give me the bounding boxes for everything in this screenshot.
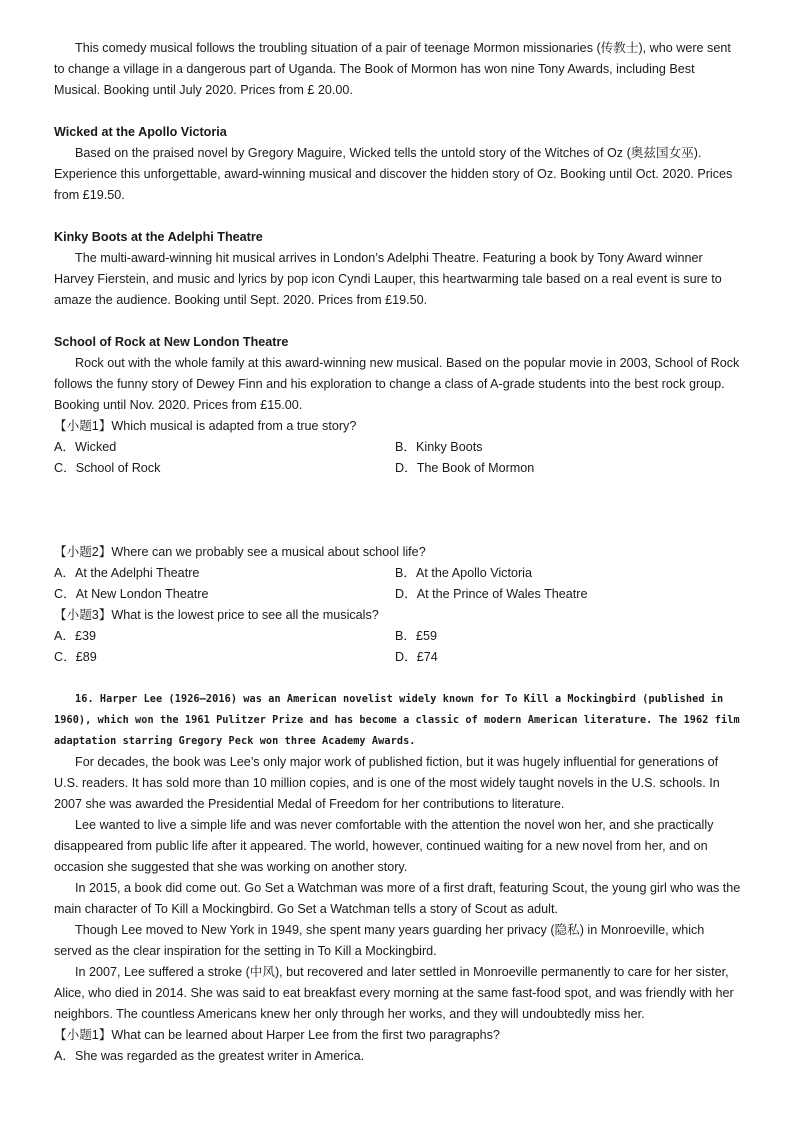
harper-lee-paragraph-2: Lee wanted to live a simple life and was never comfortable with the attention the novel won her, and she practically disappeared from public life after it appeared. The world, however, continued waiting for a new novel from her, and on occasion she suggested that she was working on another story. — [54, 818, 714, 874]
question-1-option-d: D．The Book of Mormon — [395, 461, 535, 475]
question-3-stem: 【小题3】What is the lowest price to see all the musicals? — [54, 608, 379, 622]
harper-lee-paragraph-1: For decades, the book was Lee’s only major work of published fiction, but it was hugely influential for generations of U.S. readers. It has sold more than 10 million copies, and is one of the most widely taught novels in the U.S. schools. In 2007 she was awarded the Presidential Medal of Freedom for her contributions to literature. — [54, 755, 720, 811]
document-page — [54, 38, 744, 1067]
question-1-option-c: C．School of Rock — [54, 461, 161, 475]
question-3-option-b: B．£59 — [395, 629, 438, 643]
question-1-options-row-2 — [54, 458, 744, 479]
question-3-option-d: D．£74 — [395, 650, 438, 664]
show-text-kinky-boots: The multi-award-winning hit musical arrives in London’s Adelphi Theatre. Featuring a book by Tony Award winner Harvey Fierstein, and music and lyrics by pop icon Cyndi Lauper, this heartwarming tale based on a real event is sure to amaze the audience. Booking until Sept. 2020. Prices from £19.50. — [54, 251, 722, 307]
spacer — [54, 479, 744, 542]
question-3-options-row-2 — [54, 647, 744, 668]
show-text-school-of-rock: Rock out with the whole family at this award-winning new musical. Based on the popular movie in 2003, School of Rock follows the funny story of Dewey Finn and his exploration to change a class of A-grade students into the best rock group. Booking until Nov. 2020. Prices from £15.00. — [54, 356, 740, 412]
mormon-paragraph: This comedy musical follows the troubling situation of a pair of teenage Mormon missionaries (传教士), who were sent to change a village in a dangerous part of Uganda. The Book of Mormon has won nine Tony Awards, including Best Musical. Booking until July 2020. Prices from £ 20.00. — [54, 41, 731, 97]
question-2-option-b: B．At the Apollo Victoria — [395, 566, 532, 580]
question-1-options-row-1 — [54, 437, 744, 458]
show-title-kinky-boots: Kinky Boots at the Adelphi Theatre — [54, 230, 263, 244]
question-1-stem: 【小题1】Which musical is adapted from a true story? — [54, 419, 357, 433]
harper-lee-paragraph-3: In 2015, a book did come out. Go Set a Watchman was more of a first draft, featuring Scout, the young girl who was the main character of To Kill a Mockingbird. Go Set a Watchman tells a story of Scout as adult. — [54, 881, 741, 916]
question-2-option-d: D．At the Prince of Wales Theatre — [395, 587, 588, 601]
question-2-option-c: C．At New London Theatre — [54, 587, 209, 601]
question-1-option-b: B．Kinky Boots — [395, 440, 483, 454]
question-3-option-c: C．£89 — [54, 650, 97, 664]
show-text-wicked: Based on the praised novel by Gregory Maguire, Wicked tells the untold story of the Witches of Oz (奥兹国女巫). Experience this unforgettable, award-winning musical and discover the hidden story of Oz. Booking until Oct. 2020. Prices from £19.50. — [54, 146, 733, 202]
question-2-option-a: A．At the Adelphi Theatre — [54, 566, 200, 580]
harper-lee-question-option-a: A．She was regarded as the greatest writer in America. — [54, 1049, 365, 1063]
spacer — [54, 668, 744, 689]
question-1-option-a: A．Wicked — [54, 440, 117, 454]
question-2-options-row-1 — [54, 563, 744, 584]
question-2-stem: 【小题2】Where can we probably see a musical about school life? — [54, 545, 426, 559]
show-title-school-of-rock: School of Rock at New London Theatre — [54, 335, 289, 349]
harper-lee-question-stem: 【小题1】What can be learned about Harper Lee from the first two paragraphs? — [54, 1028, 500, 1042]
harper-lee-paragraph-4: Though Lee moved to New York in 1949, she spent many years guarding her privacy (隐私) in Monroeville, which served as the clear inspiration for the setting in To Kill a Mockingbird. — [54, 923, 705, 958]
question-3-option-a: A．£39 — [54, 629, 97, 643]
harper-lee-intro: 16. Harper Lee (1926—2016) was an American novelist widely known for To Kill a Mockingbird (published in 1960), which won the 1961 Pulitzer Prize and has become a classic of modern American literature. The 1962 film adaptation starring Gregory Peck won three Academy Awards. — [54, 694, 740, 747]
show-title-wicked: Wicked at the Apollo Victoria — [54, 125, 227, 139]
question-3-options-row-1 — [54, 626, 744, 647]
question-2-options-row-2 — [54, 584, 744, 605]
harper-lee-paragraph-5: In 2007, Lee suffered a stroke (中风), but recovered and later settled in Monroeville permanently to care for her sister, Alice, who died in 2014. She was said to eat breakfast every morning at the same fast-food spot, and was friendly with her neighbors. The countless Americans knew her only through her works, and they will undoubtedly miss her. — [54, 965, 734, 1021]
